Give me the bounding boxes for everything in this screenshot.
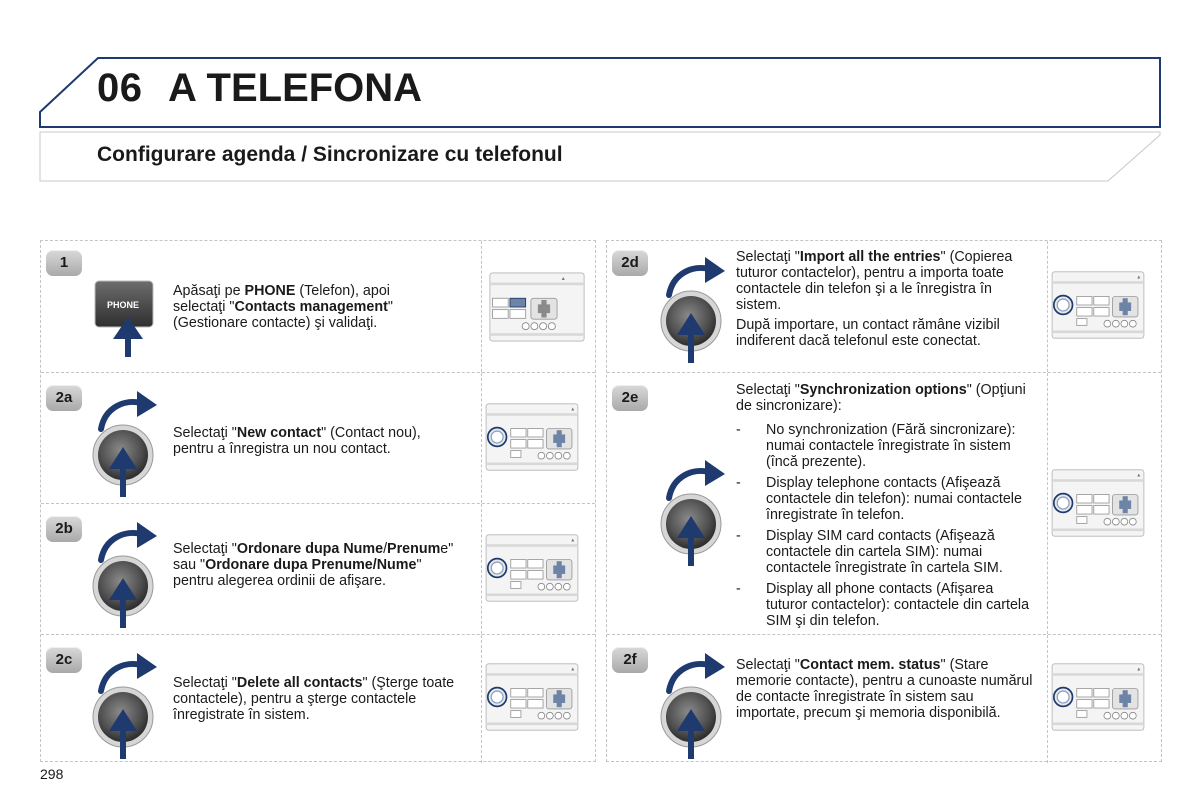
- step-2f-text: Selectaţi "Contact mem. status" (Stare memorie contacte), pentru a cunoaste numărul de contacte înregistrate în sistem sau importate, precum şi memoria disponibilă.: [736, 657, 1033, 721]
- step-1: [41, 241, 595, 372]
- step-badge: 2e: [612, 385, 648, 411]
- rotary-knob-icon: [91, 651, 161, 761]
- phone-button-label: PHONE: [106, 300, 139, 310]
- page-number: 298: [40, 766, 64, 782]
- steps-column-left: [40, 240, 596, 762]
- radio-panel-icon: [484, 534, 580, 602]
- steps-column-right: [606, 240, 1162, 762]
- rotary-knob-icon: [659, 255, 729, 365]
- rotary-knob-icon: [91, 389, 161, 499]
- rotary-knob-icon: [659, 651, 729, 761]
- step-2d-text: Selectaţi "Import all the entries" (Copierea tuturor contactelor), pentru a importa toate contactele din telefon şi a le înregistra în sistem. După importare, un contact rămâne vizibil indiferent dacă telefonul este conectat.: [736, 249, 1013, 349]
- step-2e-text: Selectaţi "Synchronization options" (Opţiuni de sincronizare): - No synchronization (Fără sincronizare): numai contactele înregistrate în sistem (încă prezente). - Display telephone contacts (Afişează contactele din telefon): numai contactele înregistrate în telefon. - Display SIM card contacts (Afişează contactele din cartela SIM): numai contactele înregistrate în cartela SIM. - Display all phone contacts (Afişarea tuturor contactelor): contactele din cartela SIM şi din telefon.: [736, 382, 1034, 634]
- radio-panel-icon: [484, 403, 580, 471]
- step-badge: 1: [46, 250, 82, 276]
- radio-panel-icon: [489, 269, 585, 345]
- chapter-number: 06: [97, 66, 143, 110]
- radio-panel-icon: [1050, 663, 1146, 731]
- radio-panel-icon: [484, 663, 580, 731]
- step-2c: [41, 634, 595, 763]
- list-item: - Display telephone contacts (Afişează contactele din telefon): numai contactele înregistrate în telefon.: [736, 475, 1034, 523]
- step-2a: [41, 372, 595, 503]
- step-2e: [607, 372, 1161, 634]
- step-badge: 2a: [46, 385, 82, 411]
- step-badge: 2f: [612, 647, 648, 673]
- section-title: Configurare agenda / Sincronizare cu telefonul: [97, 143, 563, 166]
- list-item: - No synchronization (Fără sincronizare): numai contactele înregistrate în sistem (încă prezente).: [736, 422, 1034, 470]
- list-item: - Display SIM card contacts (Afişează contactele din cartela SIM): numai contactele înregistrate în cartela SIM.: [736, 528, 1034, 576]
- sync-options-list: [736, 422, 1034, 629]
- step-2a-text: Selectaţi "New contact" (Contact nou), pentru a înregistra un nou contact.: [173, 425, 421, 457]
- step-1-text: Apăsaţi pe PHONE (Telefon), apoi selectaţi "Contacts management" (Gestionare contacte) şi validaţi.: [173, 283, 393, 331]
- radio-panel-icon: [1050, 469, 1146, 537]
- list-item: - Display all phone contacts (Afişarea tuturor contactelor): contactele din cartela SIM şi din telefon.: [736, 581, 1034, 629]
- rotary-knob-icon: [91, 520, 161, 630]
- step-2b: [41, 503, 595, 634]
- step-2d: [607, 241, 1161, 372]
- step-2b-text: Selectaţi "Ordonare dupa Nume/Prenume" sau "Ordonare dupa Prenume/Nume" pentru alegerea ordinii de afişare.: [173, 541, 454, 589]
- step-2f: [607, 634, 1161, 763]
- step-badge: 2b: [46, 516, 82, 542]
- phone-button-icon: [93, 279, 157, 359]
- chapter-title: A TELEFONA: [168, 66, 423, 110]
- step-badge: 2d: [612, 250, 648, 276]
- rotary-knob-icon: [659, 458, 729, 568]
- step-badge: 2c: [46, 647, 82, 673]
- radio-panel-icon: [1050, 271, 1146, 339]
- step-2c-text: Selectaţi "Delete all contacts" (Şterge toate contactele), pentru a şterge contactele înregistrate în sistem.: [173, 675, 455, 723]
